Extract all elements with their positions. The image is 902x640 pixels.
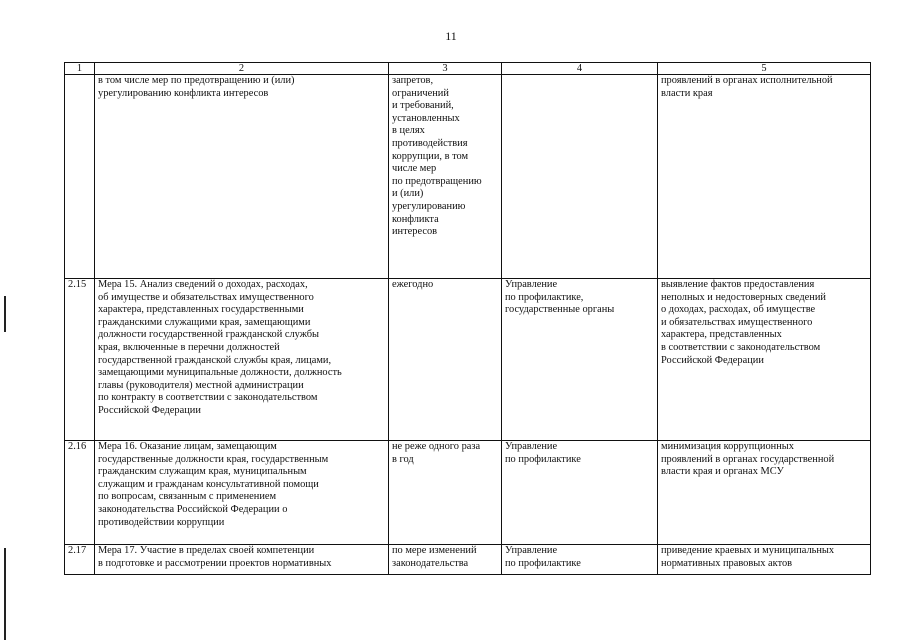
measure-cell: Мера 17. Участие в пределах своей компетенции в подготовке и рассмотрении проектов нормативных [95, 545, 389, 575]
row-number: 2.16 [65, 441, 95, 545]
term-cell: по мере изменений законодательства [389, 545, 502, 575]
column-header-3: 3 [389, 63, 502, 75]
table-header-row [65, 63, 871, 75]
measure-cell: Мера 15. Анализ сведений о доходах, расходах, об имуществе и обязательствах имущественного характера, представленных государственными гражданскими служащими края, замещающими должности государственной гражданской службы края, включенные в перечни должностей государственной гражданской службы края, лицами, замещающими муниципальные должности, должность главы (руководителя) местной администрации по контракту в соответствии с законодательством Российской Федерации [95, 279, 389, 441]
measure-cell: в том числе мер по предотвращению и (или) урегулированию конфликта интересов [95, 75, 389, 279]
term-cell: не реже одного раза в год [389, 441, 502, 545]
executor-cell: Управление по профилактике, государственные органы [502, 279, 658, 441]
left-margin-line [4, 296, 6, 332]
row-number: 2.17 [65, 545, 95, 575]
table-row [65, 545, 871, 575]
measure-cell: Мера 16. Оказание лицам, замещающим государственные должности края, государственным гражданским служащим края, муниципальным служащим и гражданам консультативной помощи по вопросам, связанным с применением законодательства Российской Федерации о противодействии коррупции [95, 441, 389, 545]
result-cell: проявлений в органах исполнительной власти края [658, 75, 871, 279]
table-row [65, 75, 871, 279]
result-cell: минимизация коррупционных проявлений в органах государственной власти края и органах МСУ [658, 441, 871, 545]
term-cell: запретов, ограничений и требований, установленных в целях противодействия коррупции, в том числе мер по предотвращению и (или) урегулированию конфликта интересов [389, 75, 502, 279]
row-number: 2.15 [65, 279, 95, 441]
executor-cell [502, 75, 658, 279]
table-row [65, 279, 871, 441]
result-cell: выявление фактов предоставления неполных и недостоверных сведений о доходах, расходах, об имуществе и обязательствах имущественного характера, представленных в соответствии с законодательством Российской Федерации [658, 279, 871, 441]
row-number [65, 75, 95, 279]
executor-cell: Управление по профилактике [502, 545, 658, 575]
result-cell: приведение краевых и муниципальных нормативных правовых актов [658, 545, 871, 575]
executor-cell: Управление по профилактике [502, 441, 658, 545]
column-header-5: 5 [658, 63, 871, 75]
left-margin-line [4, 548, 6, 640]
table-row [65, 441, 871, 545]
column-header-4: 4 [502, 63, 658, 75]
page-number: 11 [445, 29, 457, 43]
column-header-2: 2 [95, 63, 389, 75]
term-cell: ежегодно [389, 279, 502, 441]
measures-table [64, 62, 871, 575]
column-header-1: 1 [65, 63, 95, 75]
